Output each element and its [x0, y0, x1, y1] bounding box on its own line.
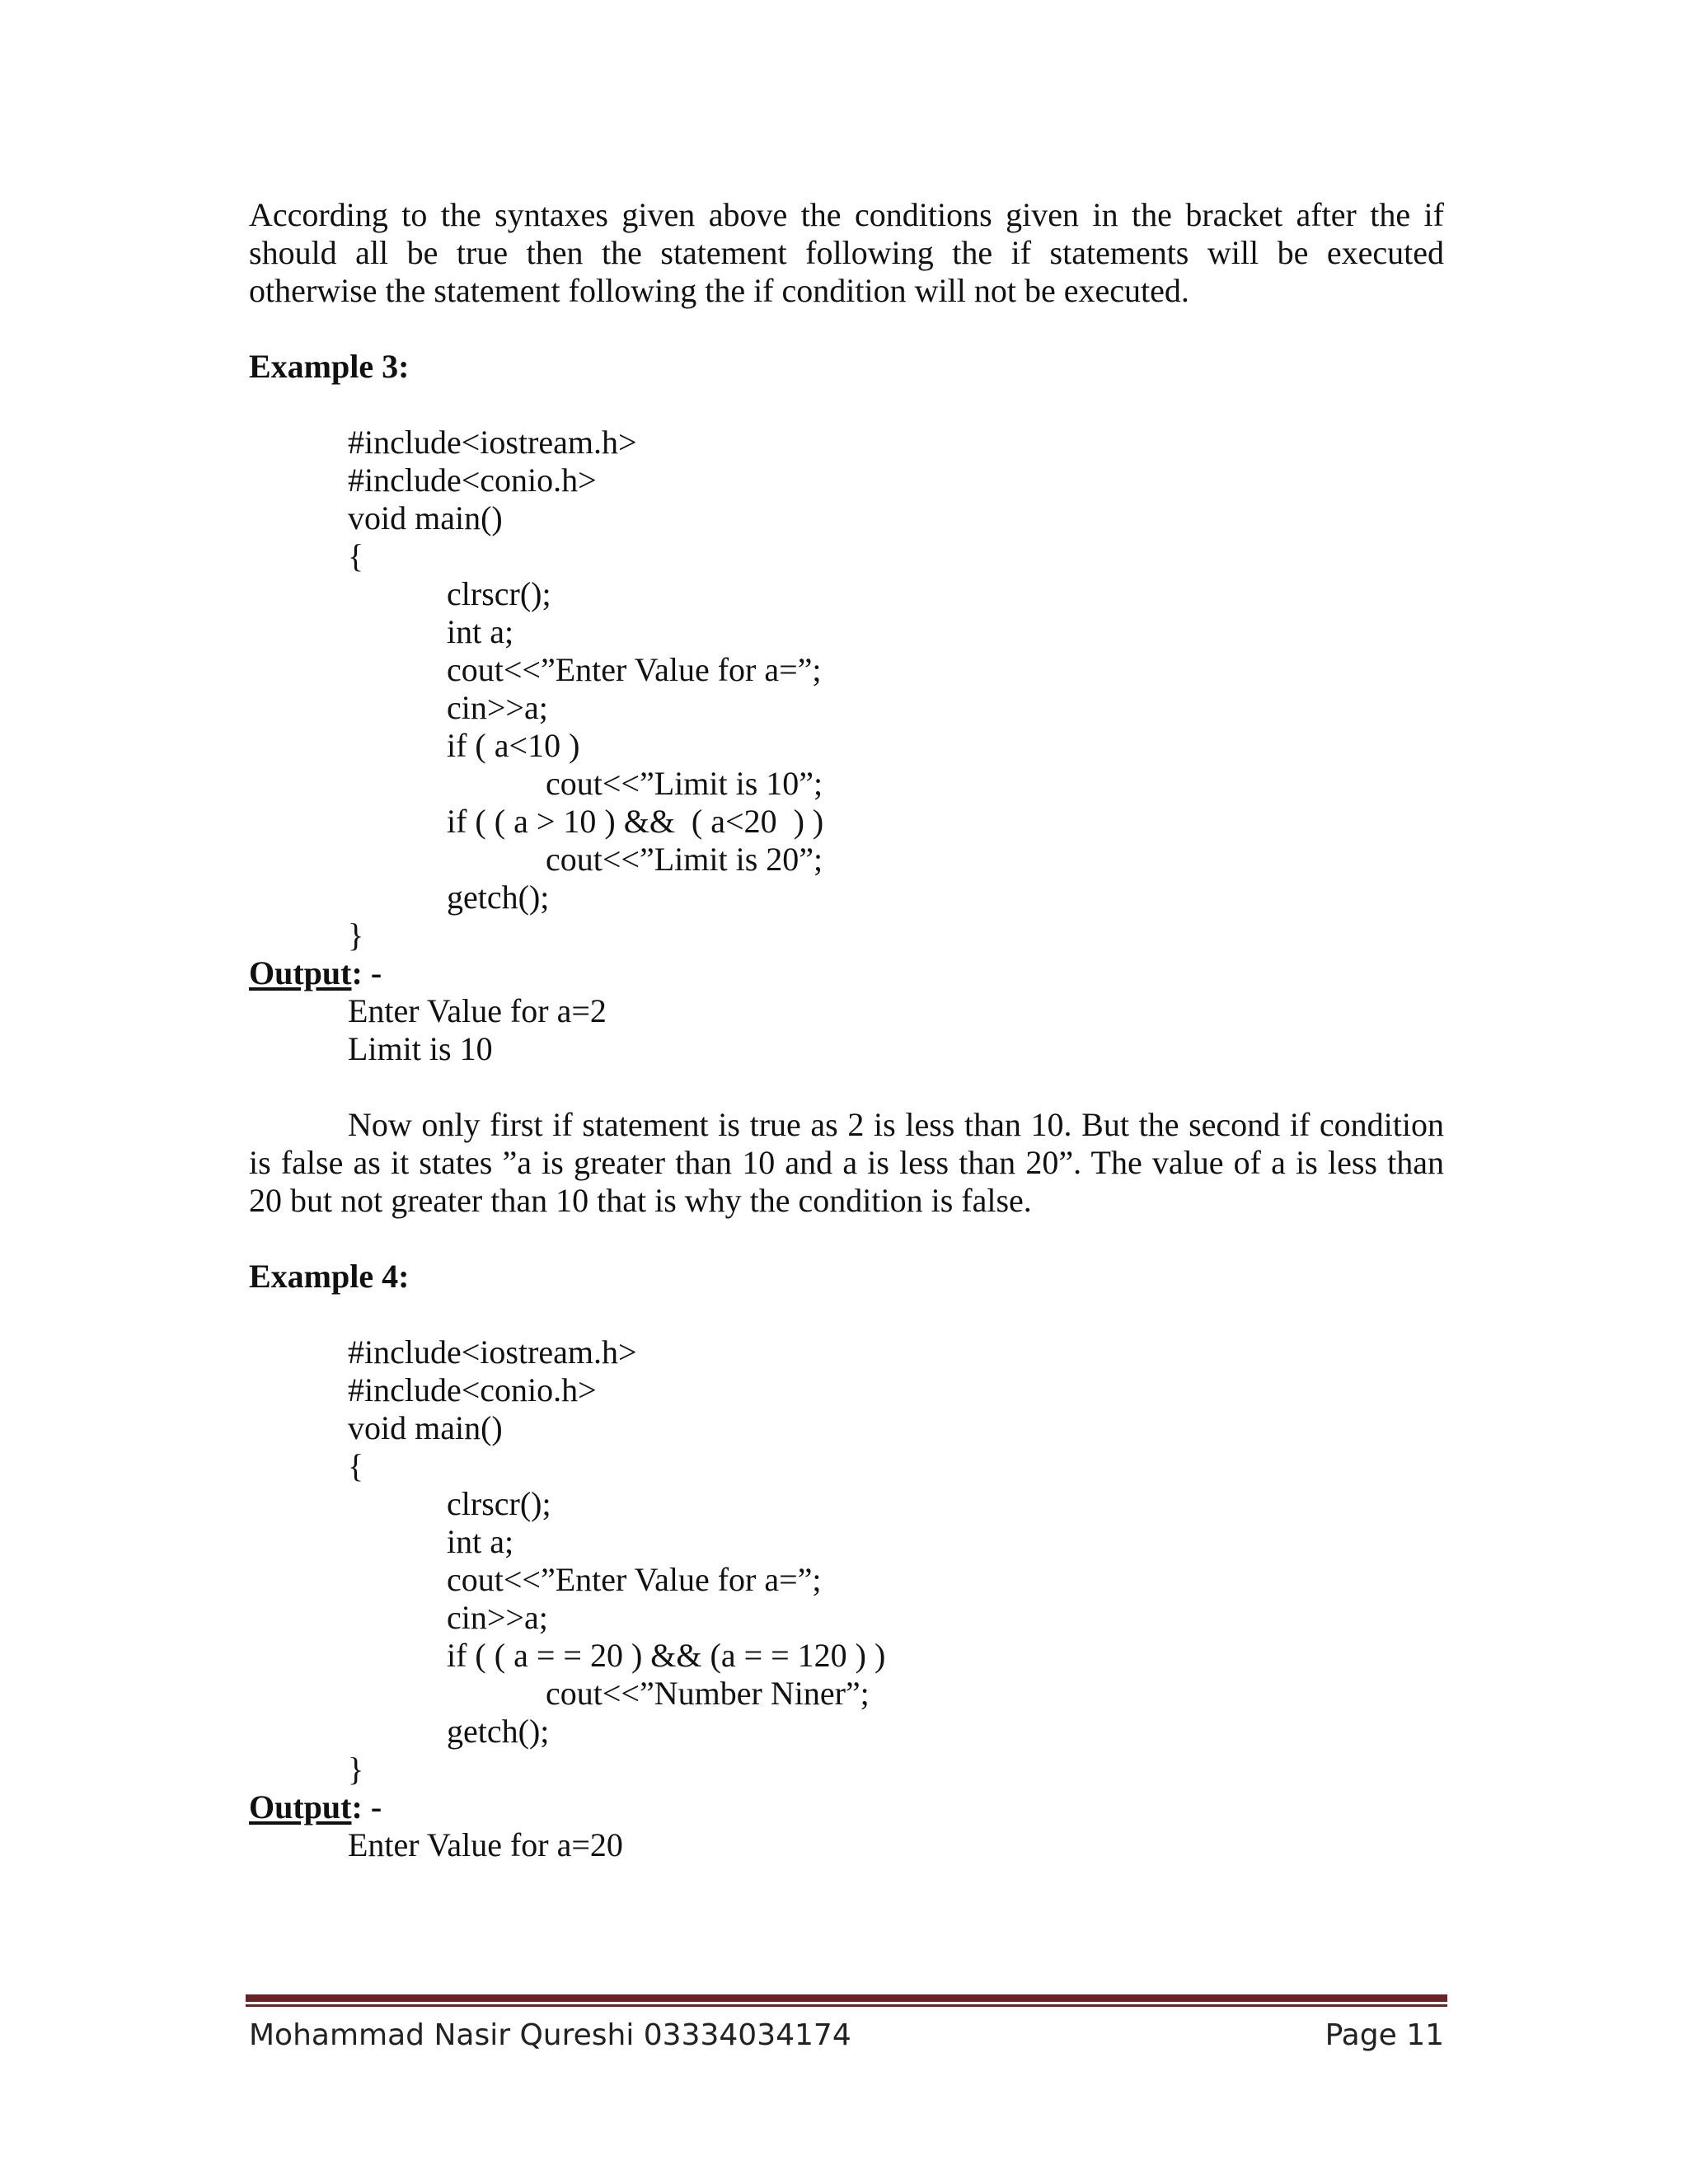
code-line: cout<<”Number Niner”;	[546, 1675, 870, 1712]
example-4-code	[249, 1333, 1444, 1788]
code-line: cout<<”Enter Value for a=”;	[447, 651, 822, 688]
intro-paragraph: According to the syntaxes given above the conditions given in the bracket after the if should all be true then the statement following the if statements will be executed otherwise the statement following the if condition will not be executed.	[249, 196, 1444, 309]
code-line: if ( ( a > 10 ) && ( a<20 ) )	[447, 803, 824, 840]
code-line: #include<iostream.h>	[348, 1333, 637, 1371]
code-line: void main()	[348, 499, 503, 537]
example-3-output	[249, 992, 1444, 1068]
output-label-text: Output	[249, 954, 352, 991]
code-line: #include<iostream.h>	[348, 424, 637, 461]
footer-rule-thick	[246, 1994, 1447, 2002]
code-line: getch();	[447, 879, 550, 916]
spacer	[249, 386, 1444, 424]
code-line: int a;	[447, 613, 514, 650]
code-line: #include<conio.h>	[348, 1371, 597, 1408]
code-line: }	[348, 916, 364, 954]
output-label-text: Output	[249, 1788, 352, 1825]
spacer	[249, 1068, 1444, 1106]
code-line: if ( a<10 )	[447, 727, 580, 764]
code-line: cout<<”Limit is 20”;	[546, 841, 823, 878]
footer-rule-thin	[246, 2004, 1447, 2007]
example-3-output-label	[249, 954, 1444, 992]
code-line: getch();	[447, 1713, 550, 1750]
footer-page-number: Page 11	[1325, 2018, 1444, 2052]
code-line: {	[348, 537, 364, 574]
code-line: clrscr();	[447, 575, 551, 612]
code-line: cout<<”Limit is 10”;	[546, 765, 823, 802]
example-4-heading: Example 4:	[249, 1258, 410, 1295]
spacer	[249, 310, 1444, 348]
code-line: {	[348, 1447, 364, 1484]
code-line: cin>>a;	[447, 1599, 548, 1636]
code-line: #include<conio.h>	[348, 462, 597, 499]
page-content	[249, 196, 1444, 1864]
output-label-suffix: : -	[351, 1788, 382, 1825]
spacer	[249, 1220, 1444, 1258]
code-line: cin>>a;	[447, 689, 548, 726]
example-4-output	[249, 1826, 1444, 1864]
code-line: cout<<”Enter Value for a=”;	[447, 1561, 822, 1598]
explanation-paragraph: Now only first if statement is true as 2 is less than 10. But the second if condition is false as it states ”a is greater than 10 and a is less than 20”. The value of a is less than 20 but not greater than 10 that is why the condition is false.	[249, 1106, 1444, 1219]
page-footer	[249, 2011, 1444, 2060]
code-line: int a;	[447, 1523, 514, 1560]
code-line: }	[348, 1750, 364, 1788]
spacer	[249, 1296, 1444, 1333]
code-line: void main()	[348, 1409, 503, 1446]
code-line: if ( ( a = = 20 ) && (a = = 120 ) )	[447, 1637, 886, 1674]
output-line: Limit is 10	[348, 1030, 493, 1067]
example-3-heading: Example 3:	[249, 348, 410, 385]
example-3-code	[249, 424, 1444, 954]
example-4-output-label	[249, 1788, 1444, 1826]
output-line: Enter Value for a=2	[348, 992, 607, 1029]
code-line: clrscr();	[447, 1485, 551, 1522]
output-label-suffix: : -	[351, 954, 382, 991]
footer-author: Mohammad Nasir Qureshi 03334034174	[249, 2018, 851, 2052]
output-line: Enter Value for a=20	[348, 1826, 623, 1863]
